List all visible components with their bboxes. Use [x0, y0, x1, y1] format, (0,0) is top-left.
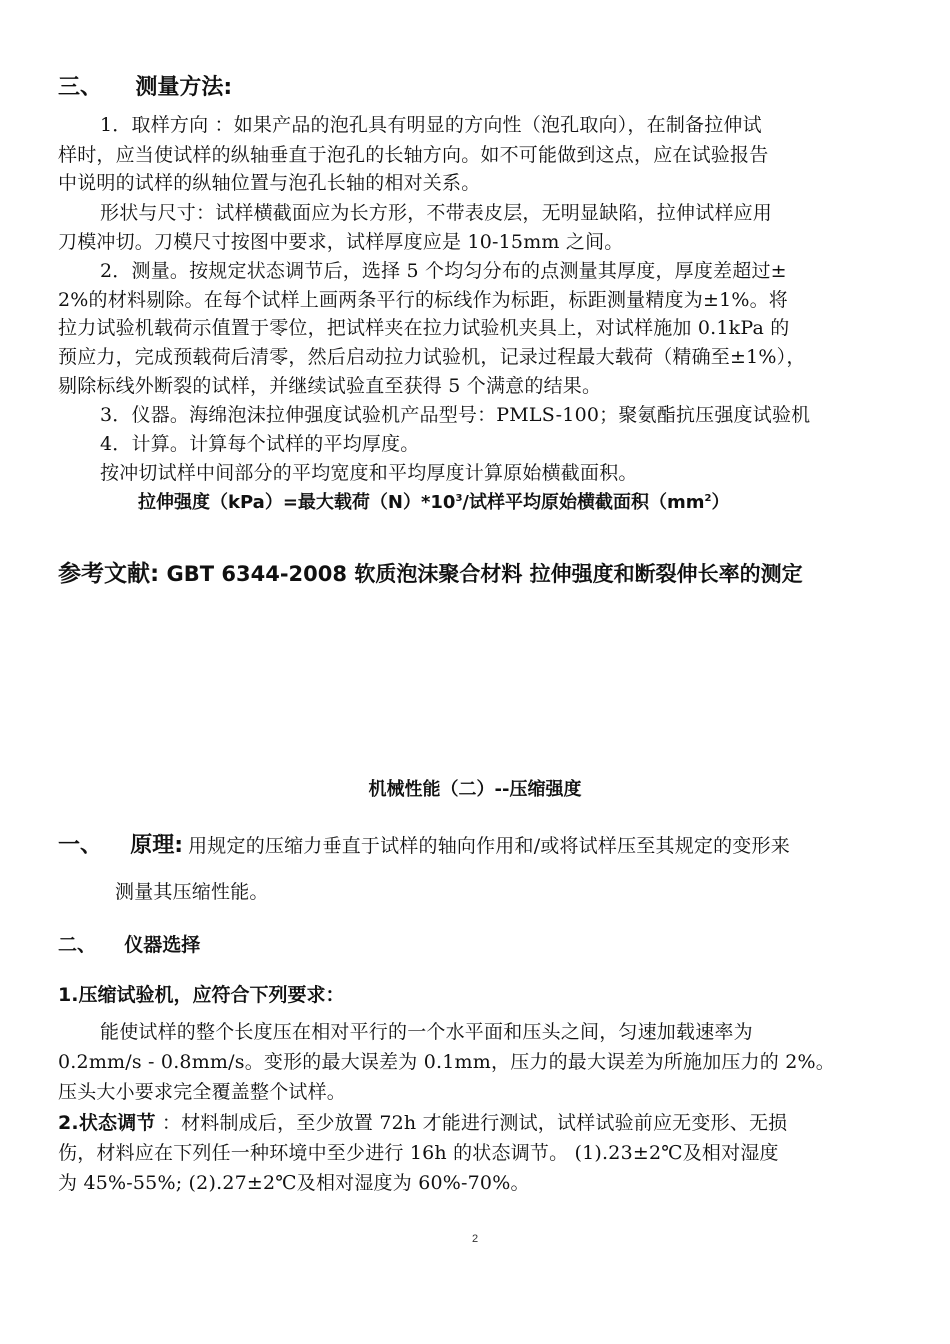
formula-area-exponent: 2 — [704, 493, 712, 504]
tensile-strength-formula — [138, 488, 729, 514]
section-1-heading — [58, 828, 790, 859]
para3-line5: 剔除标线外断裂的试样，并继续试验直至获得 5 个满意的结果。 — [58, 375, 602, 397]
conditioning-text1: ：材料制成后，至少放置 72h 才能进行测试，试样试验前应无变形、无损 — [155, 1112, 788, 1134]
para4: 3．仪器。海绵泡沫拉伸强度试验机产品型号：PMLS-100；聚氨酯抗压强度试验机 — [100, 404, 811, 426]
para2-line2: 刀模冲切。刀模尺寸按图中要求，试样厚度应是 10-15mm 之间。 — [58, 231, 624, 253]
reference — [58, 555, 803, 588]
section-1-text-line2: 测量其压缩性能。 — [115, 881, 269, 903]
section-3-number: 三、 — [58, 75, 103, 100]
compression-tester-heading: 1.压缩试验机，应符合下列要求： — [58, 984, 345, 1006]
sub1-text-line3: 压头大小要求完全覆盖整个试样。 — [58, 1081, 347, 1103]
formula-left: 拉伸强度（kPa）=最大载荷（N）*10 — [138, 492, 456, 513]
para1-line1: 1．取样方向 ：如果产品的泡孔具有明显的方向性（泡孔取向），在制备拉伸试 — [100, 114, 762, 136]
page-number: 2 — [471, 1233, 479, 1245]
section-1-text-line1: 用规定的压缩力垂直于试样的轴向作用和/或将试样压至其规定的变形来 — [188, 835, 790, 857]
para1-line3: 中说明的试样的纵轴位置与泡孔长轴的相对关系。 — [58, 172, 481, 194]
para2-line1: 形状与尺寸：试样横截面应为长方形，不带表皮层，无明显缺陷，拉伸试样应用 — [100, 202, 773, 224]
sub1-text-line2: 0.2mm/s - 0.8mm/s。变形的最大误差为 0.1mm，压力的最大误差为所施加压力的 2%。 — [58, 1051, 835, 1073]
para3-line4: 预应力，完成预载荷后清零，然后启动拉力试验机，记录过程最大载荷（精确至±1%）， — [58, 346, 806, 368]
sub1-text-line1: 能使试样的整个长度压在相对平行的一个水平面和压头之间，匀速加载速率为 — [100, 1021, 753, 1043]
section-2-title: 仪器选择 — [124, 934, 201, 956]
section-2-heading — [58, 930, 200, 957]
conditioning-line1 — [58, 1108, 787, 1135]
formula-right: ） — [711, 492, 730, 513]
part2-title: 机械性能（二）--压缩强度 — [368, 779, 582, 800]
conditioning-label: 2.状态调节 — [58, 1112, 156, 1134]
para3-line2: 2%的材料剔除。在每个试样上画两条平行的标线作为标距，标距测量精度为±1%。将 — [58, 289, 789, 311]
section-3-heading — [58, 70, 232, 101]
section-2-number: 二、 — [58, 934, 97, 956]
formula-middle: /试样平均原始横截面积（mm — [462, 492, 705, 513]
formula-exponent: 3 — [455, 493, 463, 504]
reference-text: GBT 6344-2008 软质泡沫聚合材料 拉伸强度和断裂伸长率的测定 — [166, 562, 803, 586]
para6: 按冲切试样中间部分的平均宽度和平均厚度计算原始横截面积。 — [100, 462, 638, 484]
para3-line1: 2．测量。按规定状态调节后，选择 5 个均匀分布的点测量其厚度，厚度差超过± — [100, 260, 787, 282]
para3-line3: 拉力试验机载荷示值置于零位，把试样夹在拉力试验机夹具上，对试样施加 0.1kPa 的 — [58, 317, 790, 339]
section-1-number: 一、 — [58, 833, 103, 858]
para5: 4．计算。计算每个试样的平均厚度。 — [100, 433, 420, 455]
para1-line2: 样时，应当使试样的纵轴垂直于泡孔的长轴方向。如不可能做到这点，应在试验报告 — [58, 144, 769, 166]
conditioning-line2: 伤，材料应在下列任一种环境中至少进行 16h 的状态调节。 (1).23±2℃及相对湿度 — [58, 1142, 779, 1164]
reference-label: 参考文献: — [58, 561, 160, 587]
section-3-title: 测量方法: — [135, 75, 233, 100]
section-1-title: 原理: — [130, 833, 184, 858]
conditioning-line3: 为 45%-55%; (2).27±2℃及相对湿度为 60%-70%。 — [58, 1172, 530, 1194]
